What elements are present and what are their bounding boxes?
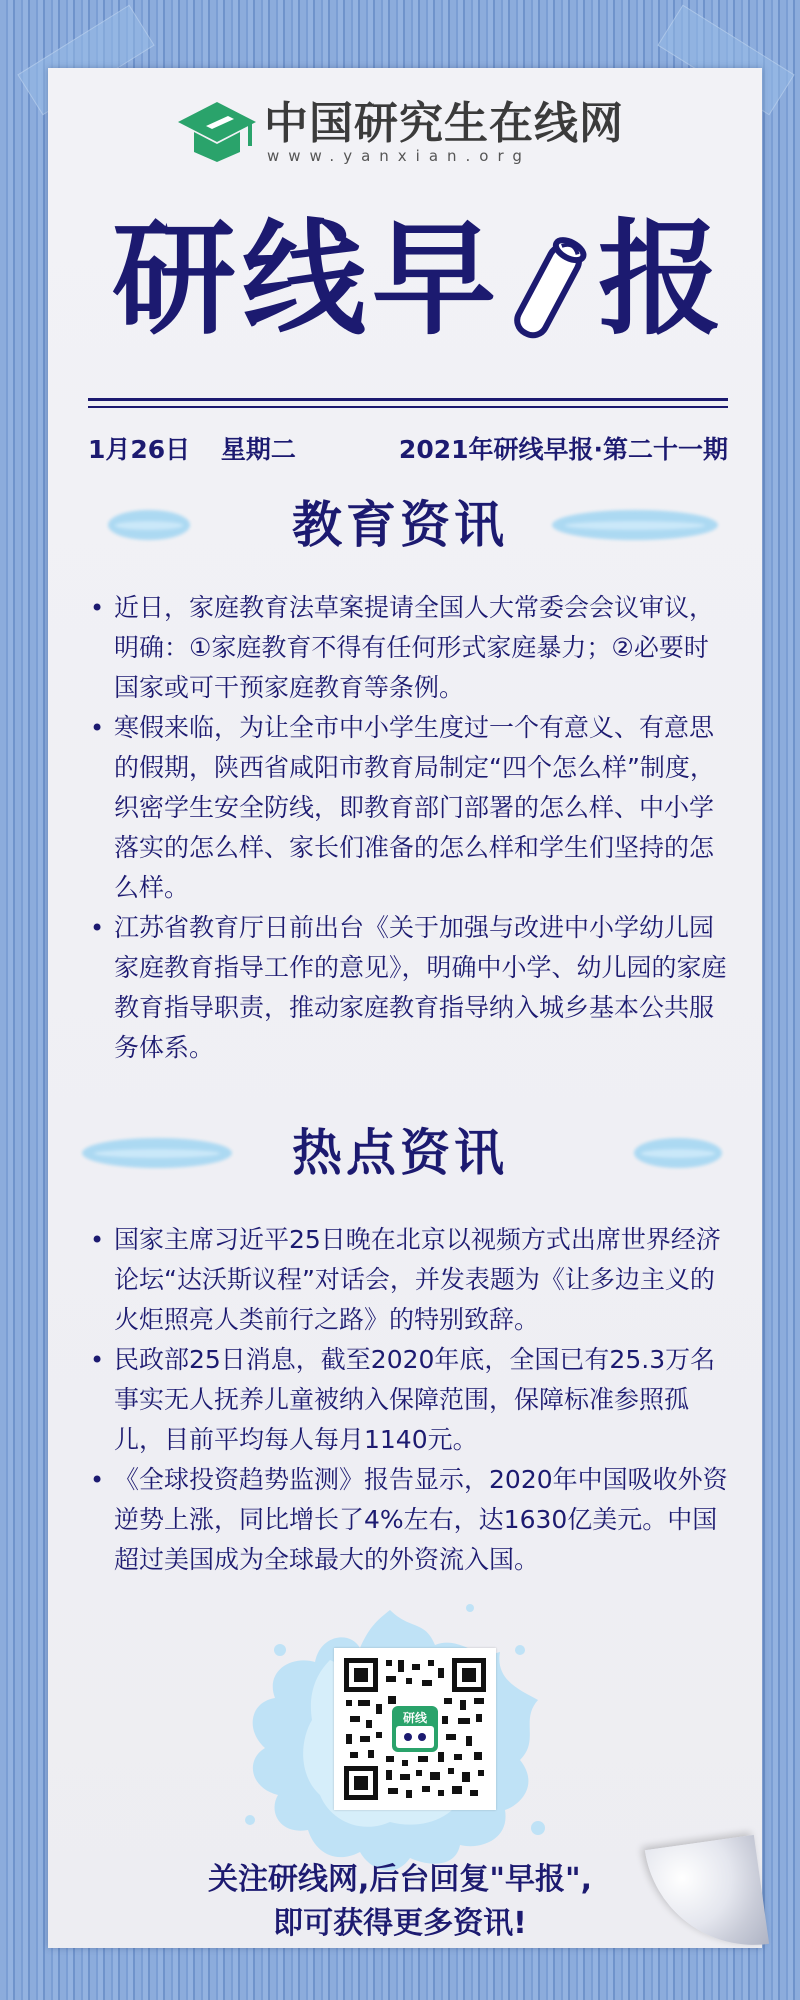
site-logo[interactable] (176, 96, 624, 168)
list-item: • 近日，家庭教育法草案提请全国人大常委会会议审议，明确：①家庭教育不得有任何形式家庭暴力；②必要时国家或可干预家庭教育等条例。 (88, 588, 728, 708)
qr-code-icon (342, 1656, 488, 1802)
logo-url: www.yanxian.org (267, 147, 531, 165)
qr-code[interactable] (334, 1648, 496, 1810)
section-title-hot-news: 热点资讯 (292, 1124, 508, 1182)
logo-name: 中国研究生在线网 (264, 98, 624, 149)
section-title-education: 教育资讯 (292, 496, 508, 554)
masthead-title-part1: 研线早 (112, 208, 503, 352)
masthead-title (112, 205, 728, 355)
education-news-list (88, 588, 728, 1068)
hot-news-list (88, 1220, 728, 1580)
rule-bottom (88, 406, 728, 408)
list-item: • 民政部25日消息，截至2020年底，全国已有25.3万名事实无人抚养儿童被纳入保障范围，保障标准参照孤儿，目前平均每人每月1140元。 (88, 1340, 728, 1460)
rule-top (88, 398, 728, 401)
dateline (88, 430, 728, 466)
footer-line-1: 关注研线网,后台回复"早报", (207, 1862, 593, 1897)
footer-line-2: 即可获得更多资讯! (273, 1906, 527, 1941)
masthead-title-part2: 报 (598, 208, 729, 352)
qr-center-label: 研线 (402, 1711, 428, 1725)
list-item: • 《全球投资趋势监测》报告显示，2020年中国吸收外资逆势上涨，同比增长了4%左右，达1630亿美元。中国超过美国成为全球最大的外资流入国。 (88, 1460, 728, 1580)
issue-number: 2021年研线早报·第二十一期 (398, 435, 728, 464)
list-item: • 江苏省教育厅日前出台《关于加强与改进中小学幼儿园家庭教育指导工作的意见》，明确中小学、幼儿园的家庭教育指导职责，推动家庭教育指导纳入城乡基本公共服务体系。 (88, 908, 728, 1068)
list-item: • 寒假来临，为让全市中小学生度过一个有意义、有意思的假期，陕西省咸阳市教育局制定“四个怎么样”制度，织密学生安全防线，即教育部门部署的怎么样、中小学落实的怎么样、家长们准备的怎么样和学生们坚持的怎么样。 (88, 708, 728, 908)
list-item: • 国家主席习近平25日晚在北京以视频方式出席世界经济论坛“达沃斯议程”对话会，并发表题为《让多边主义的火炬照亮人类前行之路》的特别致辞。 (88, 1220, 728, 1340)
graduation-cap-icon (176, 96, 258, 168)
rolled-newspaper-icon (502, 205, 598, 355)
issue-date: 1月26日 (88, 435, 191, 464)
footer-cta (0, 1858, 800, 1946)
issue-weekday: 星期二 (220, 435, 296, 464)
